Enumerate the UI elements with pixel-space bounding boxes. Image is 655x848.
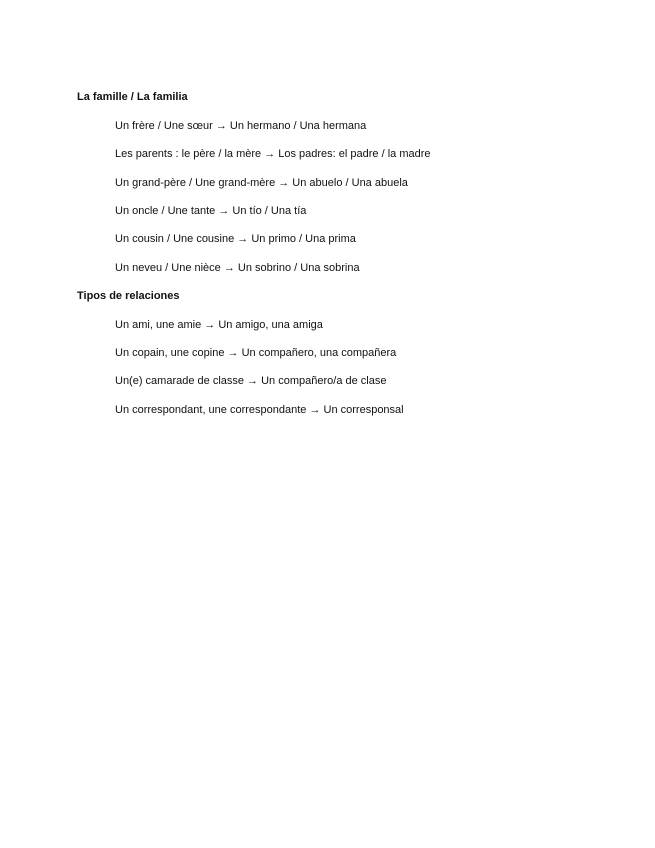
vocab-line: Un ami, une amie → Un amigo, una amiga bbox=[115, 319, 323, 331]
vocab-line: Un grand-père / Une grand-mère → Un abuelo / Una abuela bbox=[115, 177, 408, 189]
section-heading-relations: Tipos de relaciones bbox=[77, 290, 180, 302]
vocab-line: Un cousin / Une cousine → Un primo / Una prima bbox=[115, 233, 356, 245]
vocab-line: Un(e) camarade de classe → Un compañero/a de clase bbox=[115, 375, 387, 387]
section-heading-family: La famille / La familia bbox=[77, 91, 188, 103]
vocab-line: Un frère / Une sœur → Un hermano / Una hermana bbox=[115, 120, 367, 132]
vocab-line: Un oncle / Une tante → Un tío / Una tía bbox=[115, 205, 307, 217]
vocab-line: Un copain, une copine → Un compañero, una compañera bbox=[115, 347, 397, 359]
vocab-line: Un correspondant, une correspondante → Un corresponsal bbox=[115, 404, 404, 416]
vocab-line: Les parents : le père / la mère → Los padres: el padre / la madre bbox=[115, 148, 431, 160]
vocab-line: Un neveu / Une nièce → Un sobrino / Una sobrina bbox=[115, 262, 360, 274]
